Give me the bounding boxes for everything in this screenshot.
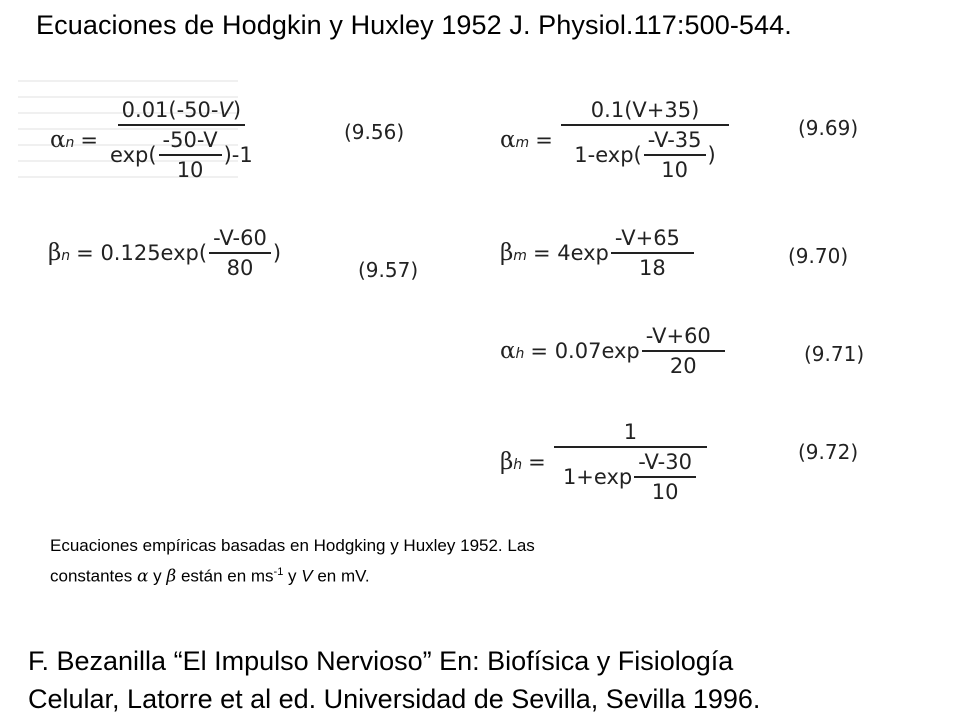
equation-number-9-70: (9.70) [788, 244, 849, 268]
reference-line-1: F. Bezanilla “El Impulso Nervioso” En: Biofísica y Fisiología [28, 646, 734, 676]
reference-line-2: Celular, Latorre et al ed. Universidad de Sevilla, Sevilla 1996. [28, 684, 761, 714]
beta-h-denominator: 1+exp $\frac{-V-30}{10}$ [559, 448, 702, 504]
alpha-h-symbol: α h [500, 338, 525, 364]
equation-alpha-n: α n = 0.01(-50-V) exp( $\frac{-50-V}{10}$ )-1 [50, 98, 259, 182]
beta-m-symbol: β m [500, 240, 527, 266]
beta-h-numerator: 1 [554, 420, 707, 448]
equation-beta-h: β h = 1 1+exp $\frac{-V-30}{10}$ [500, 420, 709, 504]
equation-number-9-72: (9.72) [798, 440, 859, 464]
equation-alpha-m: α m = 0.1(V+35) 1-exp( $\frac{-V-35}{10}$ ) [500, 98, 731, 182]
alpha-m-numerator: 0.1(V+35) [561, 98, 729, 126]
alpha-m-symbol: α m [500, 127, 530, 153]
equation-beta-m: β m = 4exp $\frac{-V+65}{18}$ [500, 226, 696, 280]
caption-line-2: constantes α y β están en $ms^{-1}$ y V en mV. [50, 566, 370, 587]
caption-line-1: Ecuaciones empíricas basadas en Hodgking y Huxley 1952. Las [50, 536, 535, 555]
alpha-h-fraction: $\frac{-V+60}{20}$ [642, 324, 725, 378]
alpha-m-denominator: 1-exp( $\frac{-V-35}{10}$ ) [574, 128, 716, 182]
caption [50, 533, 770, 590]
beta-m-fraction: $\frac{-V+65}{18}$ [611, 226, 694, 280]
beta-n-symbol: β n [48, 240, 71, 266]
beta-h-symbol: β h [500, 449, 523, 475]
alpha-n-symbol: α n [50, 127, 75, 153]
slide-title: Ecuaciones de Hodgkin y Huxley 1952 J. Physiol.117:500-544. [36, 10, 792, 40]
equation-number-9-57: (9.57) [358, 258, 419, 282]
alpha-n-numerator: 0.01(-50-V) [118, 98, 245, 126]
beta-n-fraction: $\frac{-V-60}{80}$ [209, 226, 271, 280]
equation-beta-n: β n = 0.125exp( $\frac{-V-60}{80}$ ) [48, 226, 282, 280]
equation-number-9-56: (9.56) [344, 120, 405, 144]
equation-number-9-71: (9.71) [804, 342, 865, 366]
equation-number-9-69: (9.69) [798, 116, 859, 140]
reference [28, 642, 948, 718]
alpha-n-denominator: exp( $\frac{-50-V}{10}$ )-1 [110, 128, 253, 182]
equation-alpha-h: α h = 0.07exp $\frac{-V+60}{20}$ [500, 324, 727, 378]
